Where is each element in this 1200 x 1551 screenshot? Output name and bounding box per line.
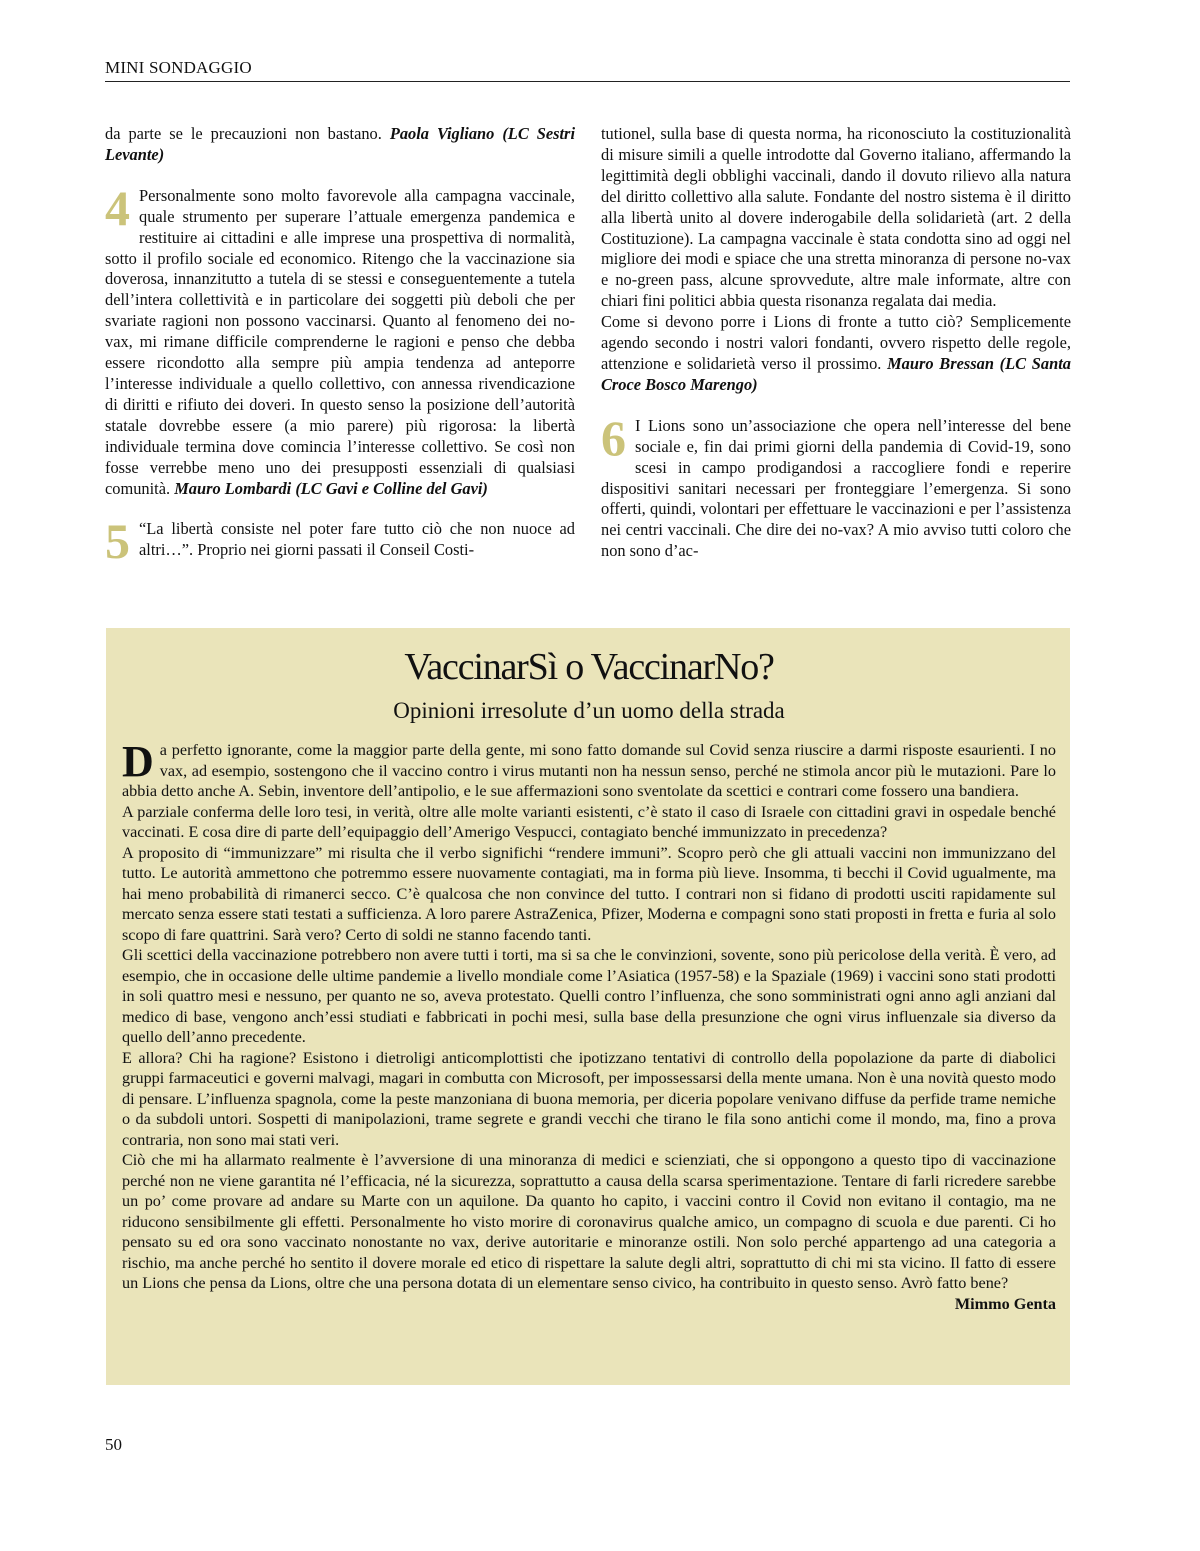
answer-6-text: I Lions sono un’associazione che opera nell’interesse del bene sociale e, fin dai primi giorni della pandemia di Covid-19, sono scesi in campo prodigandosi a raccogliere fondi e reperire dispositivi sanitari necessari per fronteggiare l’emergenza. Si sono offerti, quindi, volontari per effettuare le vaccinazioni e per l’assistenza nei centri vaccinali. Che dire dei no-vax? A mio avviso tutti coloro che non sono d’ac-: [601, 415, 1071, 561]
answer-4-signature: Mauro Lombardi (LC Gavi e Colline del Gavi): [174, 478, 488, 498]
right-column: [601, 124, 1071, 582]
continued-paragraph-1: tutionel, sulla base di questa norma, ha riconosciuto la costituzionalità di misure simili a quelle introdotte dal Governo italiano, affermando la legittimità degli obblighi vaccinali, dando il dovuto rilievo alla natura del diritto collettivo alla salute. Fondante del nostro sistema è il diritto alla libertà unito al dovere inderogabile della solidarietà (art. 2 della Costituzione). La campagna vaccinale è stata condotta sino ad oggi nel migliore dei modi e spiace che una stretta minoranza di persone no-vax e no-green pass, alcune sprovvedute, altre male informate, altre con chiari fini politici abbia questa risonanza regalata dai media.: [601, 124, 1071, 311]
intro-paragraph: [105, 124, 575, 166]
answer-number-5: 5: [105, 513, 130, 570]
boxed-article-title: VaccinarSì o VaccinarNo?: [404, 646, 774, 688]
answer-4-text: Personalmente sono molto favorevole alla campagna vaccinale, quale strumento per superare l’attuale emergenza pandemica e restituire ai cittadini e alle imprese una prospettiva di normalità, sotto il profilo sociale ed economico. Ritengo che la vaccinazione sia doverosa, innanzitutto a tutela di se stessi e conseguentemente a tutela dell’intera collettività e in particolare dei soggetti più deboli che per svariate ragioni non possono vaccinarsi. Quanto al fenomeno dei no-vax, mi rimane difficile comprenderne le ragioni e penso che debba essere ricondotto alla sempre più ampia tendenza ad anteporre l’interesse individuale a quello collettivo, con annessa rivendicazione di diritti e rifiuto dei doveri. In questo senso la posizione dell’autorità statale dovrebbe essere (a mio parere) più rigorosa: la libertà individuale termina dove comincia l’interesse collettivo. Se così non fosse verrebbe meno uno dei presupposti essenziali di qualsiasi comunità.: [105, 185, 575, 498]
boxed-paragraph-5: E allora? Chi ha ragione? Esistono i dietroligi anticomplottisti che ipotizzano tentativi di controllo della popolazione da parte di diabolici gruppi farmaceutici e governi malvagi, magari in combutta con Microsoft, per impossessarsi della mente umana. Non è una novità questo modo di pensare. L’influenza spagnola, come la peste manzoniana di buona memoria, per diceria popolare venivano diffuse da perfide trame nemiche o da subdoli untori. Sospetti di manipolazioni, trame segrete e grandi vecchi che tirano le fila sono antichi come il mondo, ma, fino a prova contraria, non sono mai stati veri.: [122, 1048, 1056, 1149]
answer-6: [601, 409, 1071, 562]
answer-number-4: 4: [105, 179, 130, 236]
answer-4: [105, 179, 575, 500]
boxed-paragraph-6: Ciò che mi ha allarmato realmente è l’avversione di una minoranza di medici e scienziati, che si oppongono a questo tipo di vaccinazione perché non ne viene garantita né l’efficacia, né la sicurezza, soprattutto a causa della scarsa sperimentazione. Tentare di farli ricredere sarebbe un po’ come provare ad andare su Marte con un aquilone. Da quanto ho capito, i vaccini contro il Covid non evitano il contagio, ma ne riducono sensibilmente gli effetti. Personalmente ho visto morire di coronavirus qualche amico, un compagno di scuola e due parenti. Ci ho pensato su ed ora sono vaccinato nonostante no vax, derive autoritarie e minoranze ostili. Non solo perché appartengo ad una categoria a rischio, ma anche perché ho sentito il dovere morale ed etico di rispettare la salute degli altri, soprattutto di chi mi sta vicino. Il fatto di essere un Lions che pensa da Lions, oltre che una persona dotata di un elementare senso civico, ha contribuito in questo senso. Avrò fatto bene?: [122, 1151, 1056, 1292]
intro-text: da parte se le precauzioni non bastano.: [105, 124, 390, 143]
answer-5-text: “La libertà consiste nel poter fare tutto ciò che non nuoce ad altri…”. Proprio nei giorni passati il Conseil Costi-: [139, 519, 575, 560]
boxed-paragraph-1: [122, 737, 1056, 802]
continued-paragraph-2: [601, 312, 1071, 396]
boxed-article-body: [122, 737, 1056, 1314]
drop-cap: D: [122, 737, 154, 786]
section-title: MINI SONDAGGIO: [105, 58, 252, 77]
boxed-paragraph-3: A proposito di “immunizzare” mi risulta che il verbo significhi “rendere immuni”. Scopro però che gli attuali vaccini non immunizzano del tutto. Le autorità ammettono che potremmo essere nuovamente contagiati, ma in forma più lieve. Insomma, ti becchi il Covid ugualmente, ma hai meno probabilità di rimanerci secco. C’è qualcosa che non convince del tutto. I contrari non si fidano di prodotti usciti rapidamente sul mercato senza essere stati testati a sufficienza. A loro parere AstraZenica, Pfizer, Moderna e compagni sono stati proposti in fretta e furia al solo scopo di fare quattrini. Sarà vero? Certo di soldi ne stanno facendo tanti.: [122, 843, 1056, 944]
continued-text-2: Come si devono porre i Lions di fronte a tutto ciò? Semplicemente agendo secondo i nostri valori fondanti, ovvero rispetto delle regole, attenzione e solidarietà verso il prossimo.: [601, 312, 1071, 373]
boxed-paragraph-4: Gli scettici della vaccinazione potrebbero non avere tutti i torti, ma si sa che le convinzioni, sovente, sono più pericolose della verità. È vero, ad esempio, che in occasione delle ultime pandemie a livello mondiale come l’Asiatica (1957-58) e la Spaziale (1969) i vaccini sono stati prodotti in soli quattro mesi e nessuno, per quanto ne so, aveva protestato. Quelli contro l’influenza, che sono somministrati ogni anno agli anziani dal medico di base, vengono anch’essi studiati e fabbricati in pochi mesi, sulla base della presunzione che ogni virus influenzale sia diverso da quello dell’anno precedente.: [122, 946, 1056, 1046]
article-columns: [105, 124, 1071, 596]
boxed-article: [106, 628, 1070, 1385]
boxed-paragraph-1-text: a perfetto ignorante, come la maggior parte della gente, mi sono fatto domande sul Covid senza riuscire a darmi risposte esaurienti. I no vax, ad esempio, sostengono che il vaccino contro i virus mutanti non ha nessun senso, perché ne stimola ancor più le mutazioni. Pare lo abbia detto anche A. Sebin, inventore dell’antipolio, e le sue affermazioni sono sventolate da scettici e contrari come fossero una bandiera.: [122, 741, 1056, 800]
boxed-paragraph-2: A parziale conferma delle loro tesi, in verità, oltre alle molte varianti esistenti, c’è stato il caso di Israele con cittadini gravi in ospedale benché vaccinati. E cosa dire di parte dell’equipaggio dell’Amerigo Vespucci, contagiato benché immunizzato in precedenza?: [122, 802, 1056, 841]
answer-number-6: 6: [601, 409, 626, 466]
intro-signature: Paola Vigliano (LC Sestri Levante): [105, 124, 575, 164]
continued-signature: Mauro Bressan (LC Santa Croce Bosco Marengo): [601, 353, 1071, 394]
boxed-article-author: Mimmo Genta: [954, 1294, 1056, 1313]
answer-5: [105, 513, 575, 570]
boxed-article-subtitle: Opinioni irresolute d’un uomo della strada: [393, 698, 785, 723]
left-column: [105, 124, 575, 581]
section-header: [105, 58, 1070, 82]
page-number: 50: [105, 1435, 122, 1454]
